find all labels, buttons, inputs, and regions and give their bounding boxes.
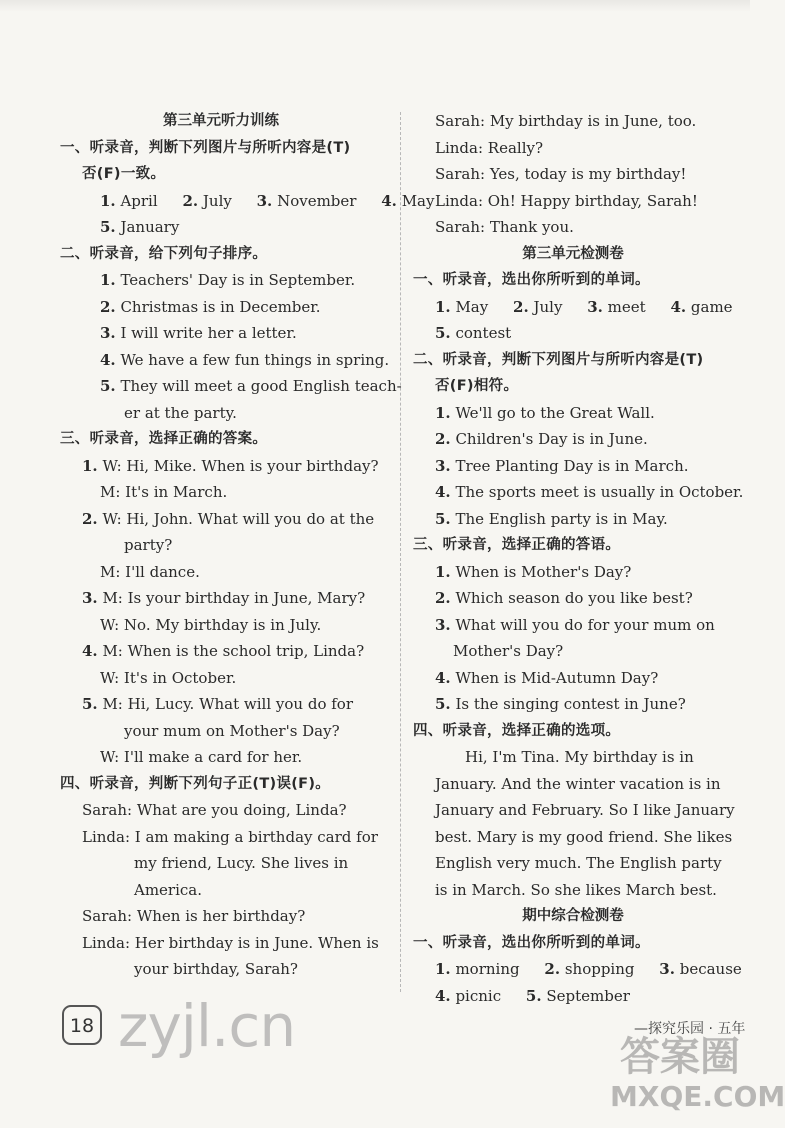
r-s4-passage-line: is in March. So she likes March best. [435,880,717,899]
page-number: 18 [62,1005,102,1045]
l-s4-dialog-line: Sarah: When is her birthday? [82,907,306,925]
option: 4. picnic [435,986,502,1005]
l-s1-heading-cont: 否(F)一致。 [82,166,166,182]
l-s3-dialog-line: your mum on Mother's Day? [124,721,340,740]
r-s4-passage-line: English very much. The English party [435,854,722,872]
l-s3-dialog-line: M: It's in March. [100,483,228,501]
l-s3-dialog-line: 1. W: Hi, Mike. When is your birthday? [82,456,379,475]
l-s4-dialog-line: your birthday, Sarah? [134,960,298,978]
option: 4. game [670,297,733,316]
r-s5-options [413,956,742,983]
r-dialog-line: Sarah: Yes, today is my birthday! [435,165,687,183]
option: 1. May [435,297,489,316]
l-s4-dialog-line: Linda: I am making a birthday card for [82,827,378,846]
r-s2-heading: 二、听录音，判断下列图片与所听内容是(T) [413,351,704,368]
l-s4-dialog-line: Linda: Her birthday is in June. When is [82,933,379,952]
l-s3-dialog-line: 3. M: Is your birthday in June, Mary? [82,589,366,607]
page-top-shadow [0,0,750,12]
r-s2-heading-cont: 否(F)相符。 [435,378,519,394]
r-dialog-line: Sarah: Thank you. [435,218,574,236]
option: 2. shopping [544,960,635,978]
midterm-test-title: 期中综合检测卷 [522,908,624,924]
r-s3-item-cont: Mother's Day? [453,642,564,660]
r-s3-heading: 三、听录音，选择正确的答语。 [413,537,621,553]
r-s2-item: 2. Children's Day is in June. [435,430,648,448]
r-s4-passage-line: best. Mary is my good friend. She likes [435,827,733,846]
r-s2-item: 4. The sports meet is usually in October. [435,483,744,501]
option: 1. April [100,191,158,210]
l-s1-heading: 一、听录音，判断下列图片与所听内容是(T) [60,139,351,156]
l-s3-heading: 三、听录音，选择正确的答案。 [60,431,268,447]
option: 3. because [659,960,742,978]
r-s2-item: 5. The English party is in May. [435,509,668,528]
option: 2. July [182,191,232,210]
l-s2-item-cont: er at the party. [124,403,237,422]
l-s2-heading: 二、听录音，给下列句子排序。 [60,245,268,262]
option: 3. November [256,191,357,210]
r-s2-item: 3. Tree Planting Day is in March. [435,456,689,475]
option: 5. September [525,986,630,1005]
r-s5-heading: 一、听录音，选出你所听到的单词。 [413,934,650,951]
l-s4-dialog-line: my friend, Lucy. She lives in [134,854,349,872]
r-s3-item: 3. What will you do for your mum on [435,615,715,634]
option: 2. July [513,297,563,316]
l-s3-dialog-line: W: It's in October. [100,668,237,687]
left-column [60,108,435,983]
l-s3-dialog-line: 4. M: When is the school trip, Linda? [82,642,365,660]
r-dialog-line: Linda: Oh! Happy birthday, Sarah! [435,191,698,210]
l-s2-item: 3. I will write her a letter. [100,324,297,342]
r-dialog-line: Sarah: My birthday is in June, too. [435,112,697,130]
brand-watermark: 答案圈 [620,1034,740,1080]
r-s3-item: 2. Which season do you like best? [435,589,693,607]
l-s2-item: 4. We have a few fun things in spring. [100,350,390,369]
book-title-footer: —探究乐园 · 五年 [634,1021,746,1037]
l-s2-item: 5. They will meet a good English teach- [100,377,402,395]
l-s3-dialog-line: 5. M: Hi, Lucy. What will you do for [82,695,353,713]
r-s4-passage-line: January. And the winter vacation is in [435,774,721,793]
l-s2-item: 1. Teachers' Day is in September. [100,271,356,289]
r-s5-options-2 [413,983,733,1010]
l-s3-dialog-line: W: I'll make a card for her. [100,748,303,766]
r-s3-item: 1. When is Mother's Day? [435,562,632,581]
unit3-test-title: 第三单元检测卷 [522,245,624,262]
right-column [413,108,744,1009]
r-s4-heading: 四、听录音，选择正确的选项。 [413,722,621,739]
site-watermark: zyjl.cn [118,992,296,1060]
r-s4-passage-line: January and February. So I like January [435,801,735,819]
l-s4-dialog-line: America. [134,880,203,899]
r-s2-item: 1. We'll go to the Great Wall. [435,403,655,422]
r-s1-options [413,294,733,321]
column-divider [400,112,401,992]
r-s4-passage-line: Hi, I'm Tina. My birthday is in [465,748,694,766]
l-s1-options [60,188,435,215]
r-s3-item: 4. When is Mid-Autumn Day? [435,668,659,687]
option: 1. morning [435,960,520,978]
l-s3-dialog-line: M: I'll dance. [100,562,200,581]
option: 3. meet [587,297,646,316]
l-s3-dialog-line: party? [124,536,173,554]
domain-watermark: MXQE.COM [610,1080,785,1113]
unit3-listening-title: 第三单元听力训练 [163,113,279,129]
l-s1-option-5: 5. January [100,218,180,236]
r-s3-item: 5. Is the singing contest in June? [435,695,686,713]
l-s3-dialog-line: 2. W: Hi, John. What will you do at the [82,509,375,528]
l-s4-dialog-line: Sarah: What are you doing, Linda? [82,801,347,819]
r-s1-heading: 一、听录音，选出你所听到的单词。 [413,272,650,288]
option: 4. May [381,191,435,210]
r-s1-option-5: 5. contest [435,324,512,342]
r-dialog-line: Linda: Really? [435,138,544,157]
l-s3-dialog-line: W: No. My birthday is in July. [100,615,322,634]
l-s4-heading: 四、听录音，判断下列句子正(T)误(F)。 [60,775,331,792]
l-s2-item: 2. Christmas is in December. [100,297,321,316]
